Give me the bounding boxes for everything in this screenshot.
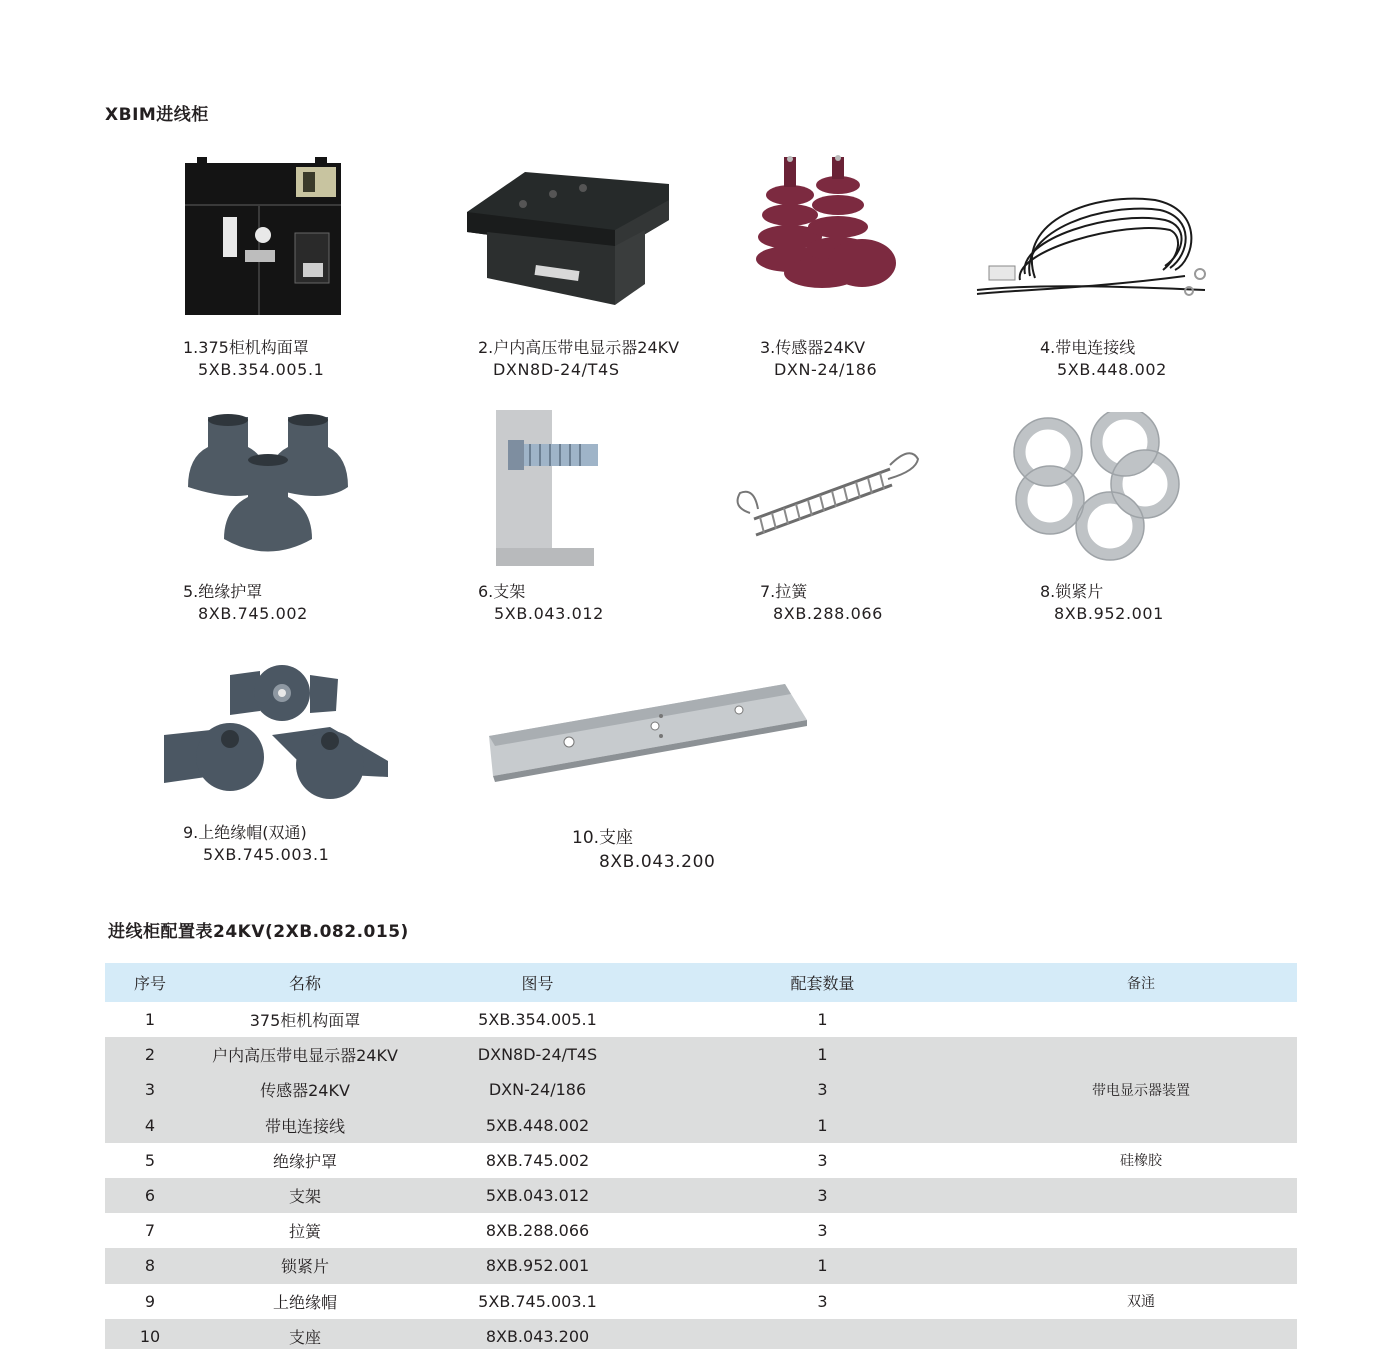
cell-note [985, 1319, 1297, 1349]
cell-qty: 1 [817, 1010, 828, 1030]
spring-image [730, 445, 925, 555]
header-code: 图号 [521, 974, 554, 993]
cell-name: 绝缘护罩 [272, 1151, 337, 1171]
part-code: 8XB.745.002 [198, 604, 308, 623]
part-caption: 8.锁紧片 [1040, 582, 1104, 601]
table-row [105, 1037, 1297, 1072]
config-table [105, 963, 1297, 1349]
mechanism-cover-image [183, 155, 343, 317]
part-caption: 1.375柜机构面罩 [183, 338, 309, 357]
cell-note: 带电显示器装置 [1092, 1082, 1190, 1099]
header-name: 名称 [288, 974, 321, 993]
cell-name: 支架 [288, 1187, 321, 1207]
part-caption: 7.拉簧 [760, 582, 808, 601]
cell-qty: 3 [817, 1150, 828, 1170]
part-code: 8XB.288.066 [773, 604, 883, 623]
table-row [105, 1284, 1297, 1319]
part-code: 8XB.952.001 [1054, 604, 1164, 623]
cell-qty: 3 [817, 1221, 828, 1241]
cell-name: 锁紧片 [280, 1257, 329, 1277]
insulating-cover-image [183, 412, 348, 567]
cell-code: 5XB.745.003.1 [478, 1291, 597, 1311]
cell-no: 9 [144, 1291, 156, 1311]
header-no: 序号 [133, 974, 166, 993]
cell-name: 户内高压带电显示器24KV [212, 1046, 398, 1066]
cell-no: 5 [144, 1150, 156, 1170]
cell-note [985, 1213, 1297, 1248]
part-code: DXN8D-24/T4S [493, 360, 620, 379]
table-row [105, 1002, 1297, 1037]
cell-qty: 3 [817, 1291, 828, 1311]
cell-name: 拉簧 [288, 1222, 321, 1242]
cell-no: 10 [139, 1326, 161, 1346]
header-qty: 配套数量 [790, 974, 855, 993]
cell-name: 375柜机构面罩 [249, 1011, 361, 1031]
cell-name: 带电连接线 [264, 1116, 345, 1136]
support-seat-image [485, 680, 815, 785]
cell-qty: 3 [817, 1080, 828, 1100]
cell-no: 8 [144, 1256, 156, 1276]
cell-note [985, 1248, 1297, 1283]
table-row [105, 1248, 1297, 1283]
cell-code: 8XB.952.001 [485, 1256, 590, 1276]
lock-washer-image [1010, 412, 1185, 562]
part-code: 5XB.448.002 [1057, 360, 1167, 379]
cell-code: 8XB.043.200 [485, 1326, 590, 1346]
section-title: XBIM进线柜 [105, 105, 209, 125]
connection-cable-image [975, 190, 1215, 305]
part-code: DXN-24/186 [774, 360, 878, 379]
table-row [105, 1213, 1297, 1248]
cell-qty: 1 [817, 1045, 828, 1065]
part-caption: 5.绝缘护罩 [183, 582, 263, 601]
cell-no: 4 [144, 1115, 156, 1135]
cell-no: 7 [144, 1221, 156, 1241]
part-code: 5XB.043.012 [494, 604, 604, 623]
cell-qty: 1 [817, 1256, 828, 1276]
cell-code: 5XB.354.005.1 [478, 1010, 597, 1030]
table-row [105, 1143, 1297, 1178]
part-code: 8XB.043.200 [599, 852, 716, 872]
cell-code: 5XB.043.012 [485, 1186, 590, 1206]
header-note: 备注 [1127, 975, 1155, 992]
part-caption: 9.上绝缘帽(双通) [183, 823, 307, 842]
voltage-indicator-image [465, 160, 675, 310]
cell-qty [660, 1319, 985, 1349]
cell-no: 2 [144, 1045, 156, 1065]
cell-name: 传感器24KV [260, 1081, 350, 1101]
cell-no: 6 [144, 1186, 156, 1206]
cell-qty: 3 [817, 1186, 828, 1206]
cell-note: 双通 [1127, 1294, 1155, 1311]
table-row [105, 1319, 1297, 1349]
cell-code: 5XB.448.002 [485, 1115, 590, 1135]
part-code: 5XB.354.005.1 [198, 360, 325, 379]
cell-code: DXN8D-24/T4S [477, 1045, 598, 1065]
part-caption: 4.带电连接线 [1040, 338, 1136, 357]
bracket-image [478, 408, 608, 570]
part-caption: 10.支座 [572, 828, 634, 848]
table-header-row [105, 963, 1297, 1002]
cell-note [985, 1002, 1297, 1037]
cell-no: 3 [144, 1080, 156, 1100]
cell-code: 8XB.288.066 [485, 1221, 590, 1241]
cell-name: 上绝缘帽 [272, 1292, 337, 1312]
part-caption: 6.支架 [478, 582, 526, 601]
part-caption: 3.传感器24KV [760, 338, 866, 357]
part-code: 5XB.745.003.1 [203, 845, 330, 864]
cell-no: 1 [144, 1010, 156, 1030]
part-caption: 2.户内高压带电显示器24KV [478, 338, 680, 357]
table-row [105, 1178, 1297, 1213]
upper-insulating-cap-image [160, 665, 395, 805]
cell-name: 支座 [288, 1327, 321, 1347]
sensor-image [750, 155, 910, 310]
cell-note [985, 1178, 1297, 1213]
cell-qty: 1 [817, 1115, 828, 1135]
cell-code: DXN-24/186 [488, 1080, 587, 1100]
cell-code: 8XB.745.002 [485, 1150, 590, 1170]
cell-note: 硅橡胶 [1120, 1153, 1162, 1170]
table-title: 进线柜配置表24KV(2XB.082.015) [108, 922, 409, 942]
